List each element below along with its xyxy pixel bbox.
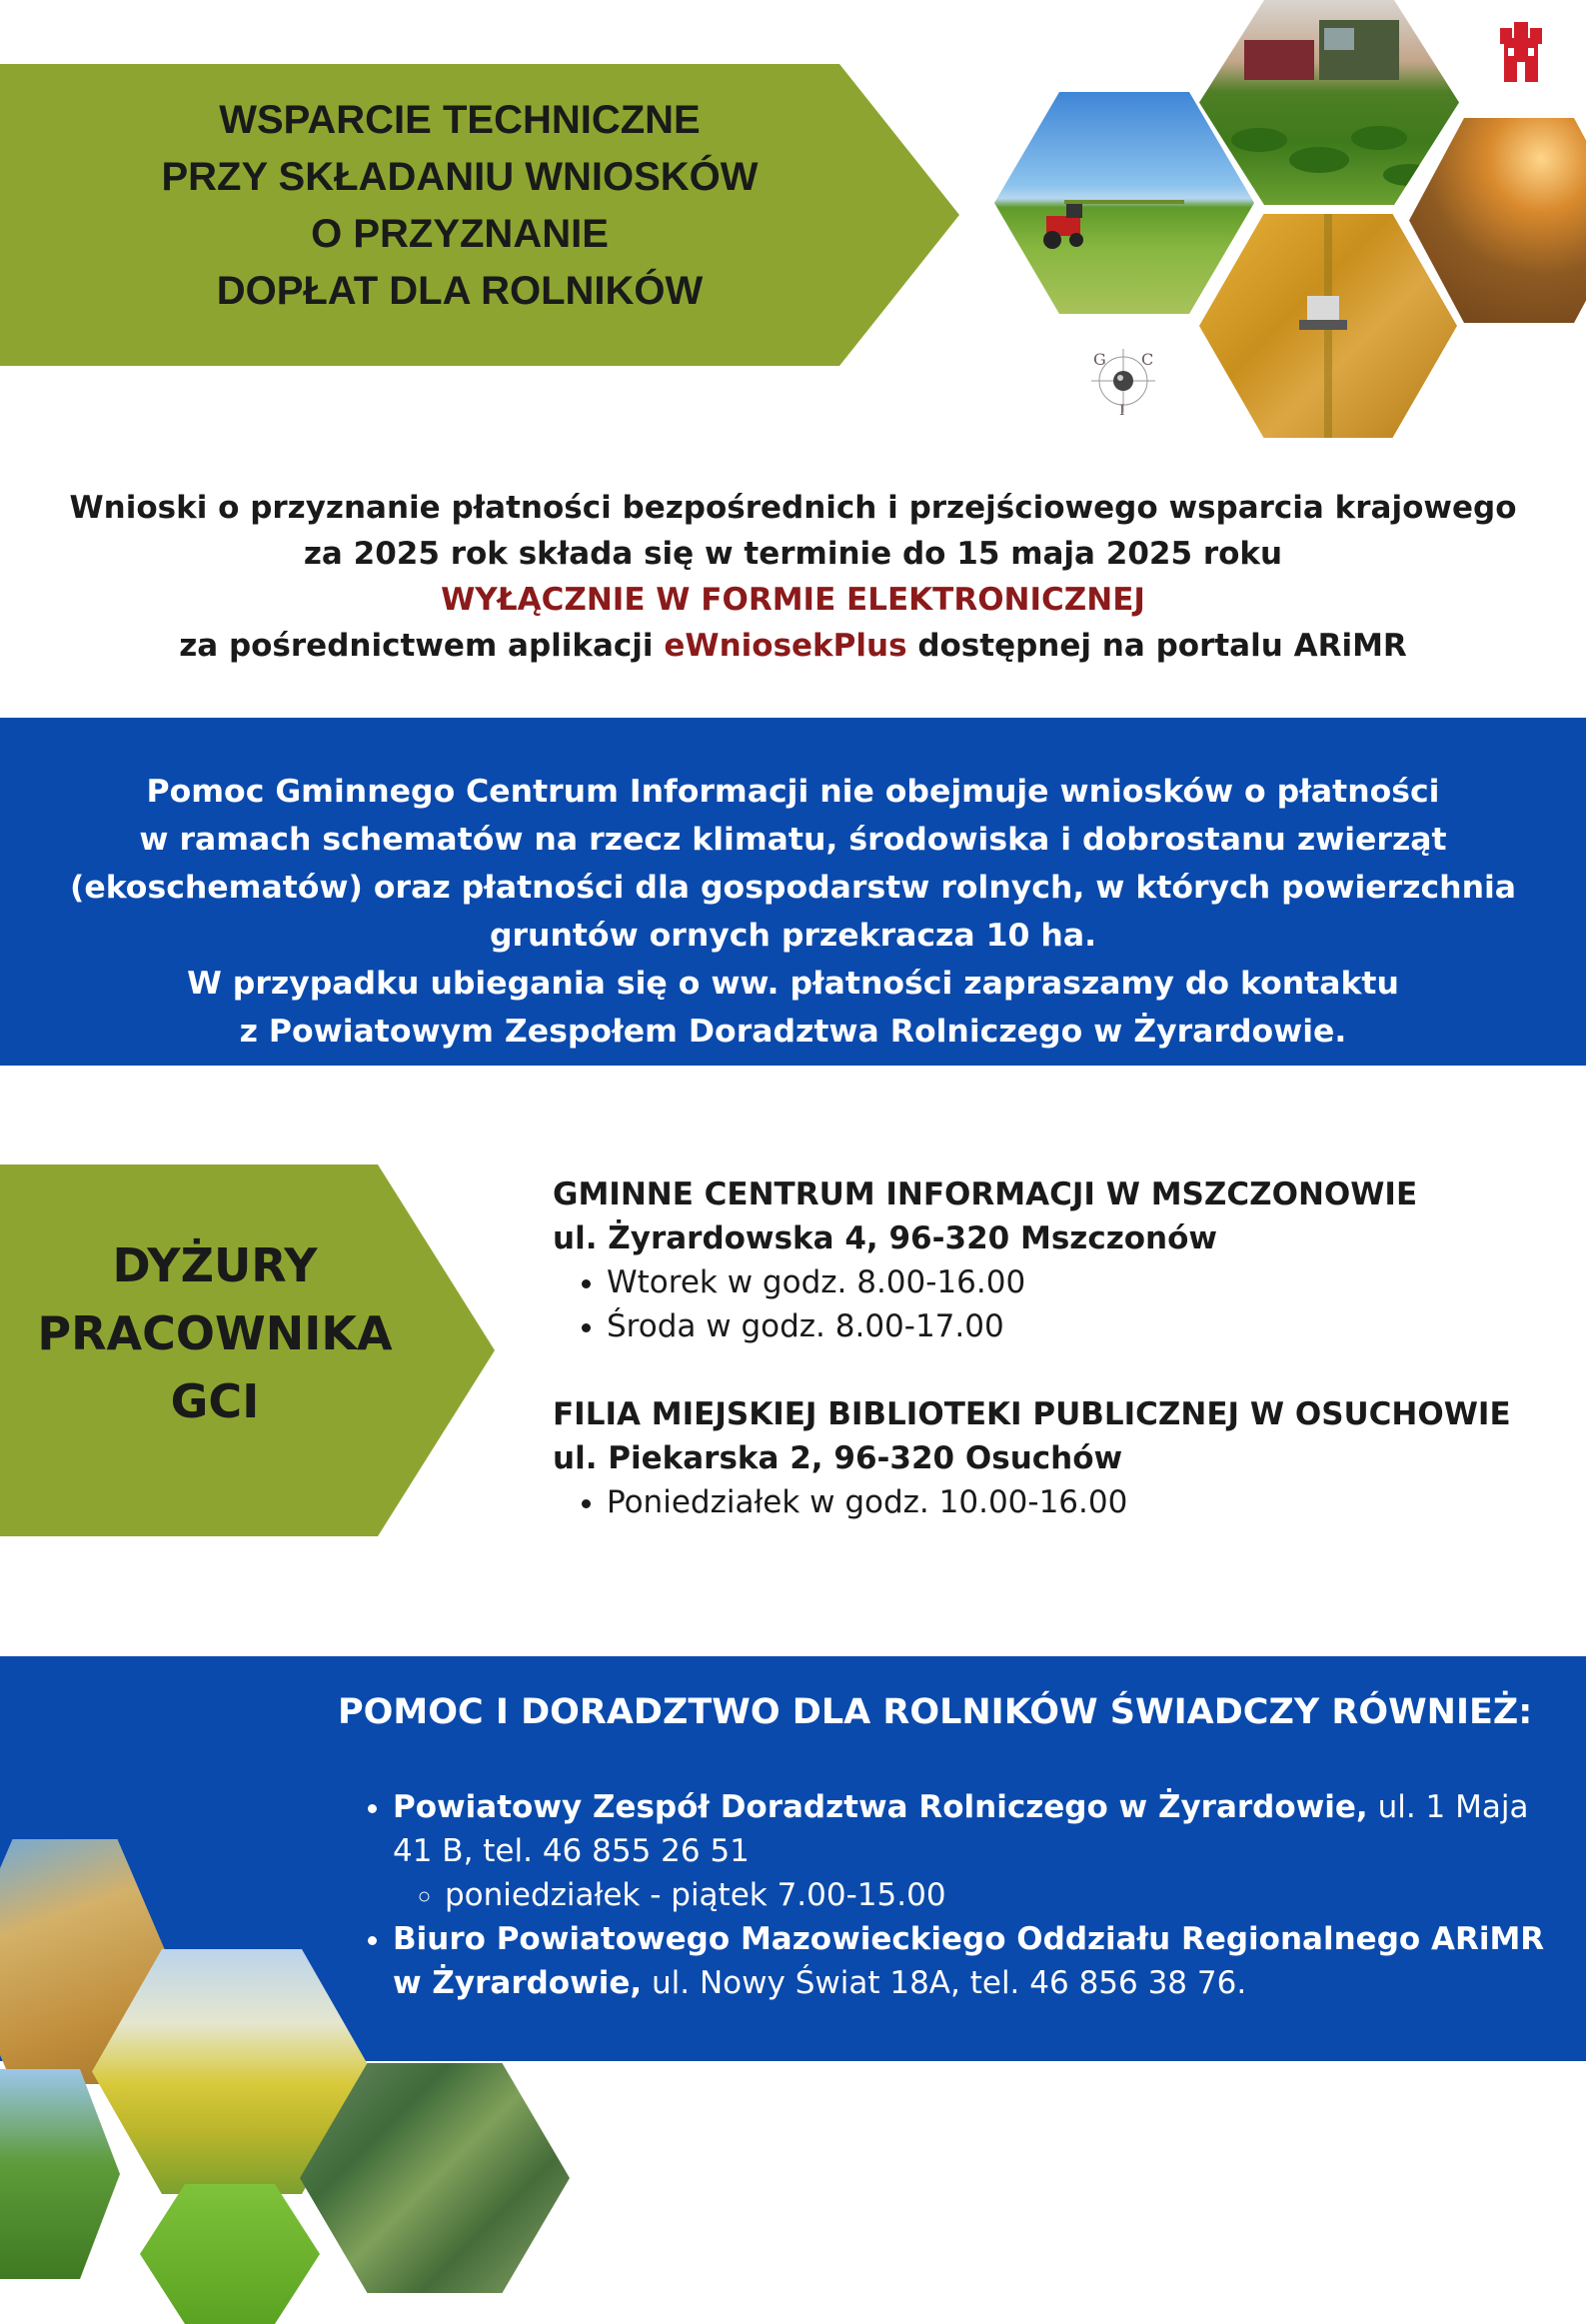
harvester-icon <box>1244 20 1399 80</box>
title-line-1: WSPARCIE TECHNICZNE <box>219 98 701 142</box>
intro-line-1: Wnioski o przyznanie płatności bezpośrednich i przejściowego wsparcia krajowego <box>69 490 1517 526</box>
duty-locations <box>553 1172 1552 1524</box>
harvester-photo <box>1199 0 1459 205</box>
corn-photo <box>0 2069 120 2279</box>
advice-list <box>365 1785 1554 2005</box>
list-item: • Środa w godz. 8.00-17.00 <box>607 1304 1552 1348</box>
list-item: • Biuro Powiatowego Mazowieckiego Oddziału Regionalnego ARiMR w Żyrardowie, ul. Nowy Świat 18A, tel. 46 856 38 76. <box>393 1917 1554 2005</box>
location-1-hours <box>553 1260 1552 1348</box>
gci-letter-i: I <box>1119 403 1125 417</box>
tractor-icon <box>1043 204 1083 249</box>
intro-line-2: za 2025 rok składa się w terminie do 15 maja 2025 roku <box>303 536 1283 572</box>
location-2-name: FILIA MIEJSKIEJ BIBLIOTEKI PUBLICZNEJ W OSUCHOWIE <box>553 1396 1511 1432</box>
duty-title: DYŻURY PRACOWNIKA GCI <box>37 1238 393 1428</box>
location-1-address: ul. Żyrardowska 4, 96-320 Mszczonów <box>553 1220 1218 1256</box>
location-2-address: ul. Piekarska 2, 96-320 Osuchów <box>553 1440 1123 1476</box>
intro-line-4: za pośrednictwem aplikacji eWniosekPlus dostępnej na portalu ARiMR <box>179 628 1407 664</box>
intro-paragraph <box>60 485 1526 669</box>
advice-title: POMOC I DORADZTWO DLA ROLNIKÓW ŚWIADCZY RÓWNIEŻ: <box>338 1692 1533 1732</box>
location-2-hours <box>553 1480 1552 1524</box>
notice-line-3: (ekoschematów) oraz płatności dla gospodarstw rolnych, w których powierzchnia <box>69 870 1517 906</box>
combine-icon <box>1299 296 1347 330</box>
green-field-photo <box>140 2184 320 2324</box>
castle-crest-icon <box>1496 18 1546 86</box>
list-item: • Powiatowy Zespół Doradztwa Rolniczego w Żyrardowie, ul. 1 Maja 41 B, tel. 46 855 26 51 ◦ poniedziałek - piątek 7.00-15.00 <box>393 1785 1554 1917</box>
page-title <box>60 92 859 320</box>
title-line-2: PRZY SKŁADANIU WNIOSKÓW <box>161 155 759 199</box>
app-name: eWniosekPlus <box>664 628 907 664</box>
title-line-3: O PRZYZNANIE <box>311 212 609 256</box>
list-item: • Wtorek w godz. 8.00-16.00 <box>607 1260 1552 1304</box>
list-item: • Poniedziałek w godz. 10.00-16.00 <box>607 1480 1552 1524</box>
wheat-field-combine-photo <box>1199 214 1457 438</box>
intro-electronic-only: WYŁĄCZNIE W FORMIE ELEKTRONICZNEJ <box>441 582 1145 618</box>
notice-line-6: z Powiatowym Zespołem Doradztwa Rolniczego w Żyrardowie. <box>239 1014 1347 1050</box>
gci-letter-c: C <box>1141 350 1154 369</box>
notice-line-2: w ramach schematów na rzecz klimatu, środowiska i dobrostanu zwierząt <box>139 822 1447 858</box>
list-item: ◦ poniedziałek - piątek 7.00-15.00 <box>445 1873 1554 1917</box>
notice-line-4: gruntów ornych przekracza 10 ha. <box>489 918 1097 954</box>
notice-text <box>40 768 1546 1056</box>
notice-line-5: W przypadku ubiegania się o ww. płatności zapraszamy do kontaktu <box>187 966 1399 1002</box>
notice-line-1: Pomoc Gminnego Centrum Informacji nie obejmuje wniosków o płatności <box>146 774 1440 810</box>
gci-letter-g: G <box>1093 350 1106 369</box>
title-line-4: DOPŁAT DLA ROLNIKÓW <box>216 269 704 313</box>
gci-logo <box>1087 345 1159 417</box>
location-1-name: GMINNE CENTRUM INFORMACJI W MSZCZONOWIE <box>553 1176 1418 1212</box>
